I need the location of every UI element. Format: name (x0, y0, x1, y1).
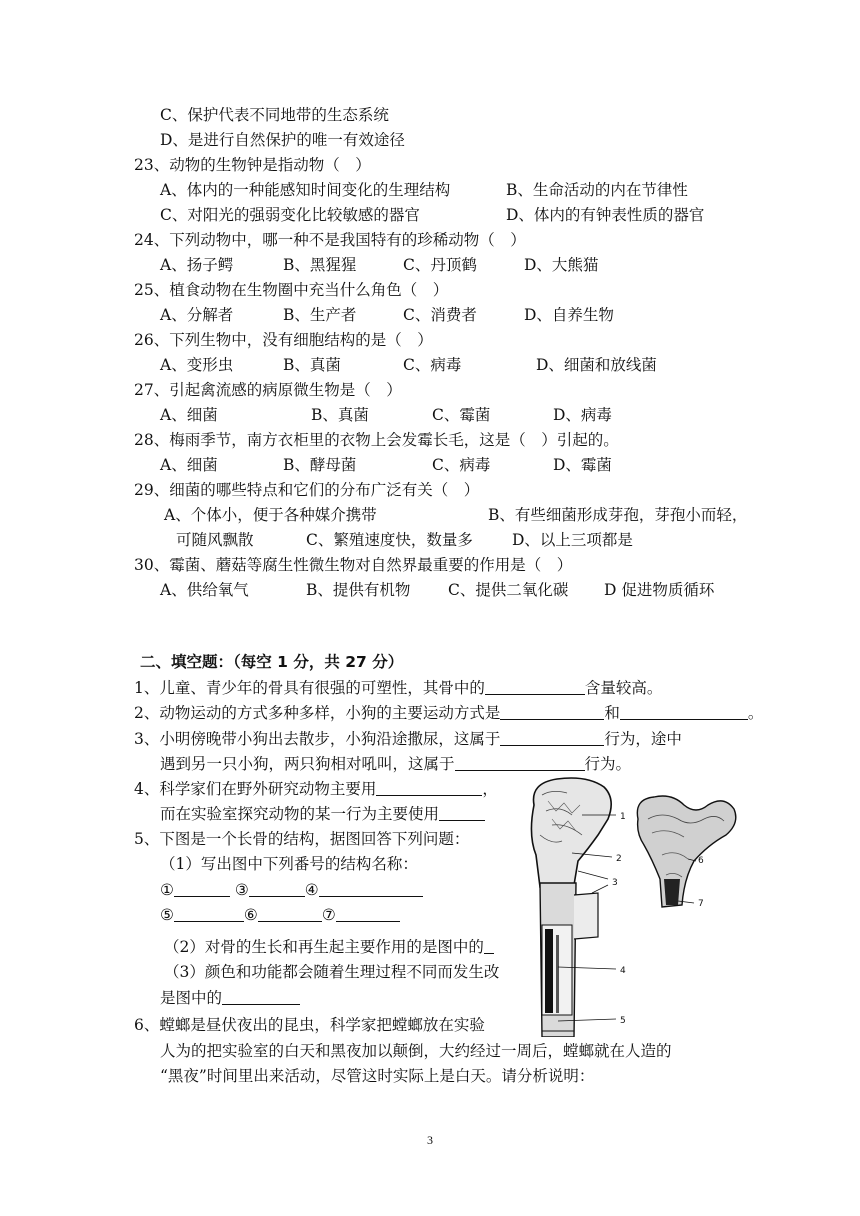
answer-blank[interactable] (500, 703, 604, 720)
q27-option-c: C、霉菌 (432, 406, 491, 424)
fill-q4-comma: ， (482, 780, 498, 798)
fill-q5-sub1: （1）写出图中下列番号的结构名称： (160, 855, 418, 873)
label-num-6: ⑥ (243, 906, 258, 924)
answer-blank[interactable] (258, 905, 322, 922)
fill-q1-text: 1、儿童、青少年的骨具有很强的可塑性，其骨中的 (134, 679, 485, 697)
q26-option-c: C、病毒 (403, 356, 462, 374)
answer-blank[interactable] (336, 905, 400, 922)
q24-option-b: B、黑猩猩 (283, 256, 357, 274)
q24-option-c: C、丹顶鹤 (403, 256, 477, 274)
q26-option-a: A、变形虫 (160, 356, 234, 374)
fill-q3-text-2: 遇到另一只小狗，两只狗相对吼叫，这属于 (160, 755, 455, 773)
q25-option-b: B、生产者 (283, 306, 357, 324)
fill-q2-text: 2、动物运动的方式多种多样，小狗的主要运动方式是 (134, 704, 501, 722)
fill-q6-line1: 6、螳螂是昼伏夜出的昆虫，科学家把螳螂放在实验 (134, 1016, 485, 1034)
page-number: 3 (427, 1133, 433, 1147)
answer-blank[interactable] (319, 880, 423, 897)
q30-option-c: C、提供二氧化碳 (448, 581, 569, 599)
q27-option-a: A、细菌 (160, 406, 218, 424)
q23-option-a: A、体内的一种能感知时间变化的生理结构 (160, 181, 451, 199)
label-7: 7 (698, 899, 704, 909)
q29-stem: 29、细菌的哪些特点和它们的分布广泛有关（ ） (134, 481, 480, 499)
q22-option-c: C、保护代表不同地带的生态系统 (160, 106, 389, 124)
label-2: 2 (616, 854, 622, 864)
q30-stem: 30、霉菌、蘑菇等腐生性微生物对自然界最重要的作用是（ ） (134, 556, 573, 574)
fill-q4 (134, 779, 498, 799)
label-4: 4 (620, 966, 626, 976)
fill-q5-sub3-text-2: 是图中的 (160, 989, 223, 1007)
fill-q1 (134, 678, 662, 698)
q30-option-a: A、供给氧气 (160, 581, 249, 599)
q28-stem: 28、梅雨季节，南方衣柜里的衣物上会发霉长毛，这是（ ）引起的。 (134, 431, 619, 449)
q30-option-d: D 促进物质循环 (604, 581, 715, 599)
fill-q6-line2: 人为的把实验室的白天和黑夜加以颠倒，大约经过一周后，螳螂就在人造的 (160, 1042, 672, 1060)
fill-q4-line2 (160, 804, 485, 824)
fill-q5-row2 (160, 905, 400, 925)
q24-option-d: D、大熊猫 (524, 256, 599, 274)
fill-q6-line3: “黑夜”时间里出来活动，尽管这时实际上是白天。请分析说明： (160, 1067, 595, 1085)
fill-q4-text-2: 而在实验室探究动物的某一行为主要使用 (160, 805, 440, 823)
q24-stem: 24、下列动物中，哪一种不是我国特有的珍稀动物（ ） (134, 231, 526, 249)
q25-stem: 25、植食动物在生物圈中充当什么角色（ ） (134, 281, 449, 299)
fill-q5-stem: 5、下图是一个长骨的结构，据图回答下列问题： (134, 830, 470, 848)
label-num-5: ⑤ (160, 906, 174, 924)
section-title: 二、填空题：（每空 1 分，共 27 分） (140, 653, 404, 671)
fill-q3-text-mid: 行为，途中 (604, 730, 682, 748)
label-num-4: ④ (304, 881, 319, 899)
q27-option-b: B、真菌 (311, 406, 369, 424)
fill-q2-text-end: 。 (747, 704, 764, 722)
q22-option-d: D、是进行自然保护的唯一有效途径 (160, 131, 405, 149)
q26-stem: 26、下列生物中，没有细胞结构的是（ ） (134, 331, 433, 349)
q28-option-c: C、病毒 (432, 456, 491, 474)
fill-q5-row1 (160, 880, 423, 900)
label-1: 1 (620, 812, 626, 822)
q29-option-a: A、个体小，便于各种媒介携带 (164, 506, 377, 524)
fill-q3 (134, 729, 682, 749)
q25-option-c: C、消费者 (403, 306, 477, 324)
q23-option-c: C、对阳光的强弱变化比较敏感的器官 (160, 206, 420, 224)
fill-q1-text-end: 含量较高。 (584, 679, 663, 697)
fill-q5-sub2-text: （2）对骨的生长和再生起主要作用的是图中的 (164, 938, 484, 956)
answer-blank[interactable] (439, 804, 485, 821)
label-num-3: ③ (234, 881, 249, 899)
q28-option-b: B、酵母菌 (283, 456, 357, 474)
answer-blank[interactable] (484, 937, 494, 954)
q25-option-a: A、分解者 (160, 306, 234, 324)
fill-q4-text: 4、科学家们在野外研究动物主要用 (134, 780, 377, 798)
label-3: 3 (612, 878, 618, 888)
answer-blank[interactable] (174, 880, 230, 897)
label-6: 6 (698, 856, 704, 866)
fill-q2-and: 和 (604, 704, 620, 722)
bone-head (531, 778, 611, 887)
q28-option-a: A、细菌 (160, 456, 218, 474)
q23-stem: 23、动物的生物钟是指动物（ ） (134, 156, 371, 174)
q24-option-a: A、扬子鳄 (160, 256, 234, 274)
q23-option-d: D、体内的有钟表性质的器官 (506, 206, 705, 224)
answer-blank[interactable] (222, 988, 300, 1005)
fill-q2 (134, 703, 763, 723)
leader-line (578, 871, 608, 879)
label-num-7: ⑦ (321, 906, 336, 924)
answer-blank[interactable] (455, 754, 585, 771)
q25-option-d: D、自养生物 (524, 306, 614, 324)
q29-option-d: D、以上三项都是 (512, 531, 633, 549)
fill-q5-sub2 (164, 937, 494, 957)
answer-blank[interactable] (485, 678, 585, 695)
fill-q3-text-end: 行为。 (584, 755, 632, 773)
answer-blank[interactable] (620, 703, 748, 720)
q29-option-a-cont: 可随风飘散 (176, 531, 254, 549)
fill-q5-sub3-line2 (160, 988, 300, 1008)
q23-option-b: B、生命活动的内在节律性 (506, 181, 688, 199)
answer-blank[interactable] (249, 880, 305, 897)
fill-q3-text: 3、小明傍晚带小狗出去散步，小狗沿途撒尿，这属于 (134, 730, 501, 748)
q28-option-d: D、霉菌 (553, 456, 612, 474)
label-5: 5 (620, 1016, 626, 1026)
fill-q5-sub3: （3）颜色和功能都会随着生理过程不同而发生改 (164, 963, 500, 981)
leader-line (592, 885, 608, 893)
q26-option-d: D、细菌和放线菌 (536, 356, 657, 374)
answer-blank[interactable] (376, 779, 482, 796)
answer-blank[interactable] (174, 905, 244, 922)
q29-option-b: B、有些细菌形成芽孢，芽孢小而轻， (488, 506, 748, 524)
q29-option-c: C、繁殖速度快，数量多 (306, 531, 473, 549)
fill-q3-line2 (160, 754, 631, 774)
answer-blank[interactable] (500, 729, 604, 746)
bone-shaft (540, 883, 598, 1037)
long-bone-figure (512, 775, 782, 1037)
q27-stem: 27、引起禽流感的病原微生物是（ ） (134, 381, 402, 399)
q27-option-d: D、病毒 (553, 406, 612, 424)
q30-option-b: B、提供有机物 (306, 581, 411, 599)
bone-section (637, 796, 735, 907)
q26-option-b: B、真菌 (283, 356, 341, 374)
label-num-1: ① (160, 881, 174, 899)
